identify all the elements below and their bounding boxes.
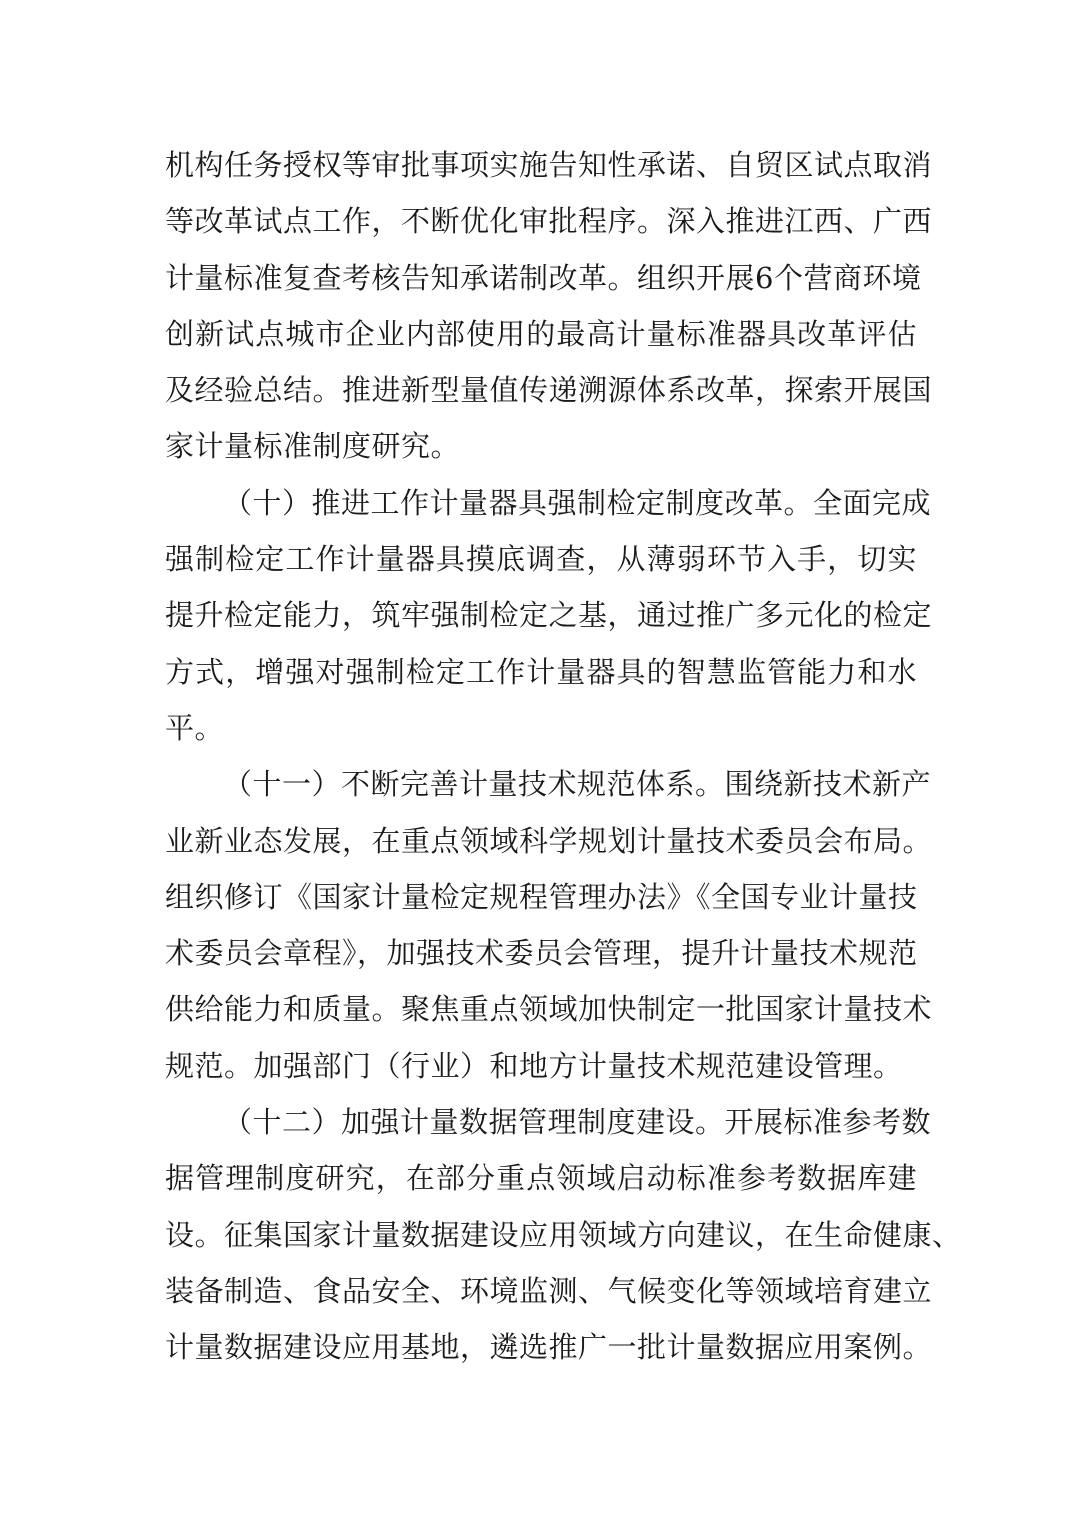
text-line: 家计量标准制度研究。 bbox=[165, 429, 461, 464]
text-line: 机构任务授权等审批事项实施告知性承诺、自贸区试点取消 bbox=[165, 148, 933, 182]
text-line: 组织修订《国家计量检定规程管理办法》《全国专业计量技 bbox=[165, 879, 918, 914]
text-line: 据管理制度研究，在部分重点领域启动标准参考数据库建 bbox=[165, 1161, 917, 1196]
text-line: 计量数据建设应用基地，遴选推广一批计量数据应用案例。 bbox=[165, 1330, 933, 1365]
text-line: 平。 bbox=[165, 710, 225, 745]
section-heading-line: （十）推进工作计量器具强制检定制度改革。全面完成 bbox=[223, 485, 932, 520]
text-line: 规范。加强部门（行业）和地方计量技术规范建设管理。 bbox=[165, 1048, 903, 1083]
section-heading-line: （十二）加强计量数据管理制度建设。开展标准参考数 bbox=[223, 1105, 932, 1140]
paragraph-approval-reform bbox=[165, 137, 933, 475]
text-line: 设。征集国家计量数据建设应用领域方向建议，在生命健康、 bbox=[165, 1217, 962, 1252]
text-line: 强制检定工作计量器具摸底调查，从薄弱环节入手，切实 bbox=[165, 542, 917, 577]
paragraph-section-12 bbox=[165, 1094, 962, 1375]
text-line: 术委员会章程》，加强技术委员会管理，提升计量技术规范 bbox=[165, 936, 918, 971]
paragraph-section-10 bbox=[165, 475, 933, 756]
text-line: 提升检定能力，筑牢强制检定之基，通过推广多元化的检定 bbox=[165, 598, 933, 633]
text-line: 及经验总结。推进新型量值传递溯源体系改革，探索开展国 bbox=[165, 373, 933, 408]
text-line: 方式，增强对强制检定工作计量器具的智慧监管能力和水 bbox=[165, 654, 917, 689]
document-body bbox=[165, 137, 962, 1376]
text-line: 供给能力和质量。聚焦重点领域加快制定一批国家计量技术 bbox=[165, 992, 933, 1027]
text-line: 装备制造、食品安全、环境监测、气候变化等领域培育建立 bbox=[165, 1273, 933, 1308]
text-line: 计量标准复查考核告知承诺制改革。组织开展6个营商环境 bbox=[165, 260, 922, 295]
text-line: 业新业态发展，在重点领域科学规划计量技术委员会布局。 bbox=[165, 823, 933, 858]
paragraph-section-11 bbox=[165, 756, 933, 1094]
text-line: 创新试点城市企业内部使用的最高计量标准器具改革评估 bbox=[165, 316, 917, 351]
text-line: 等改革试点工作，不断优化审批程序。深入推进江西、广西 bbox=[165, 204, 933, 239]
section-heading-line: （十一）不断完善计量技术规范体系。围绕新技术新产 bbox=[223, 767, 932, 802]
